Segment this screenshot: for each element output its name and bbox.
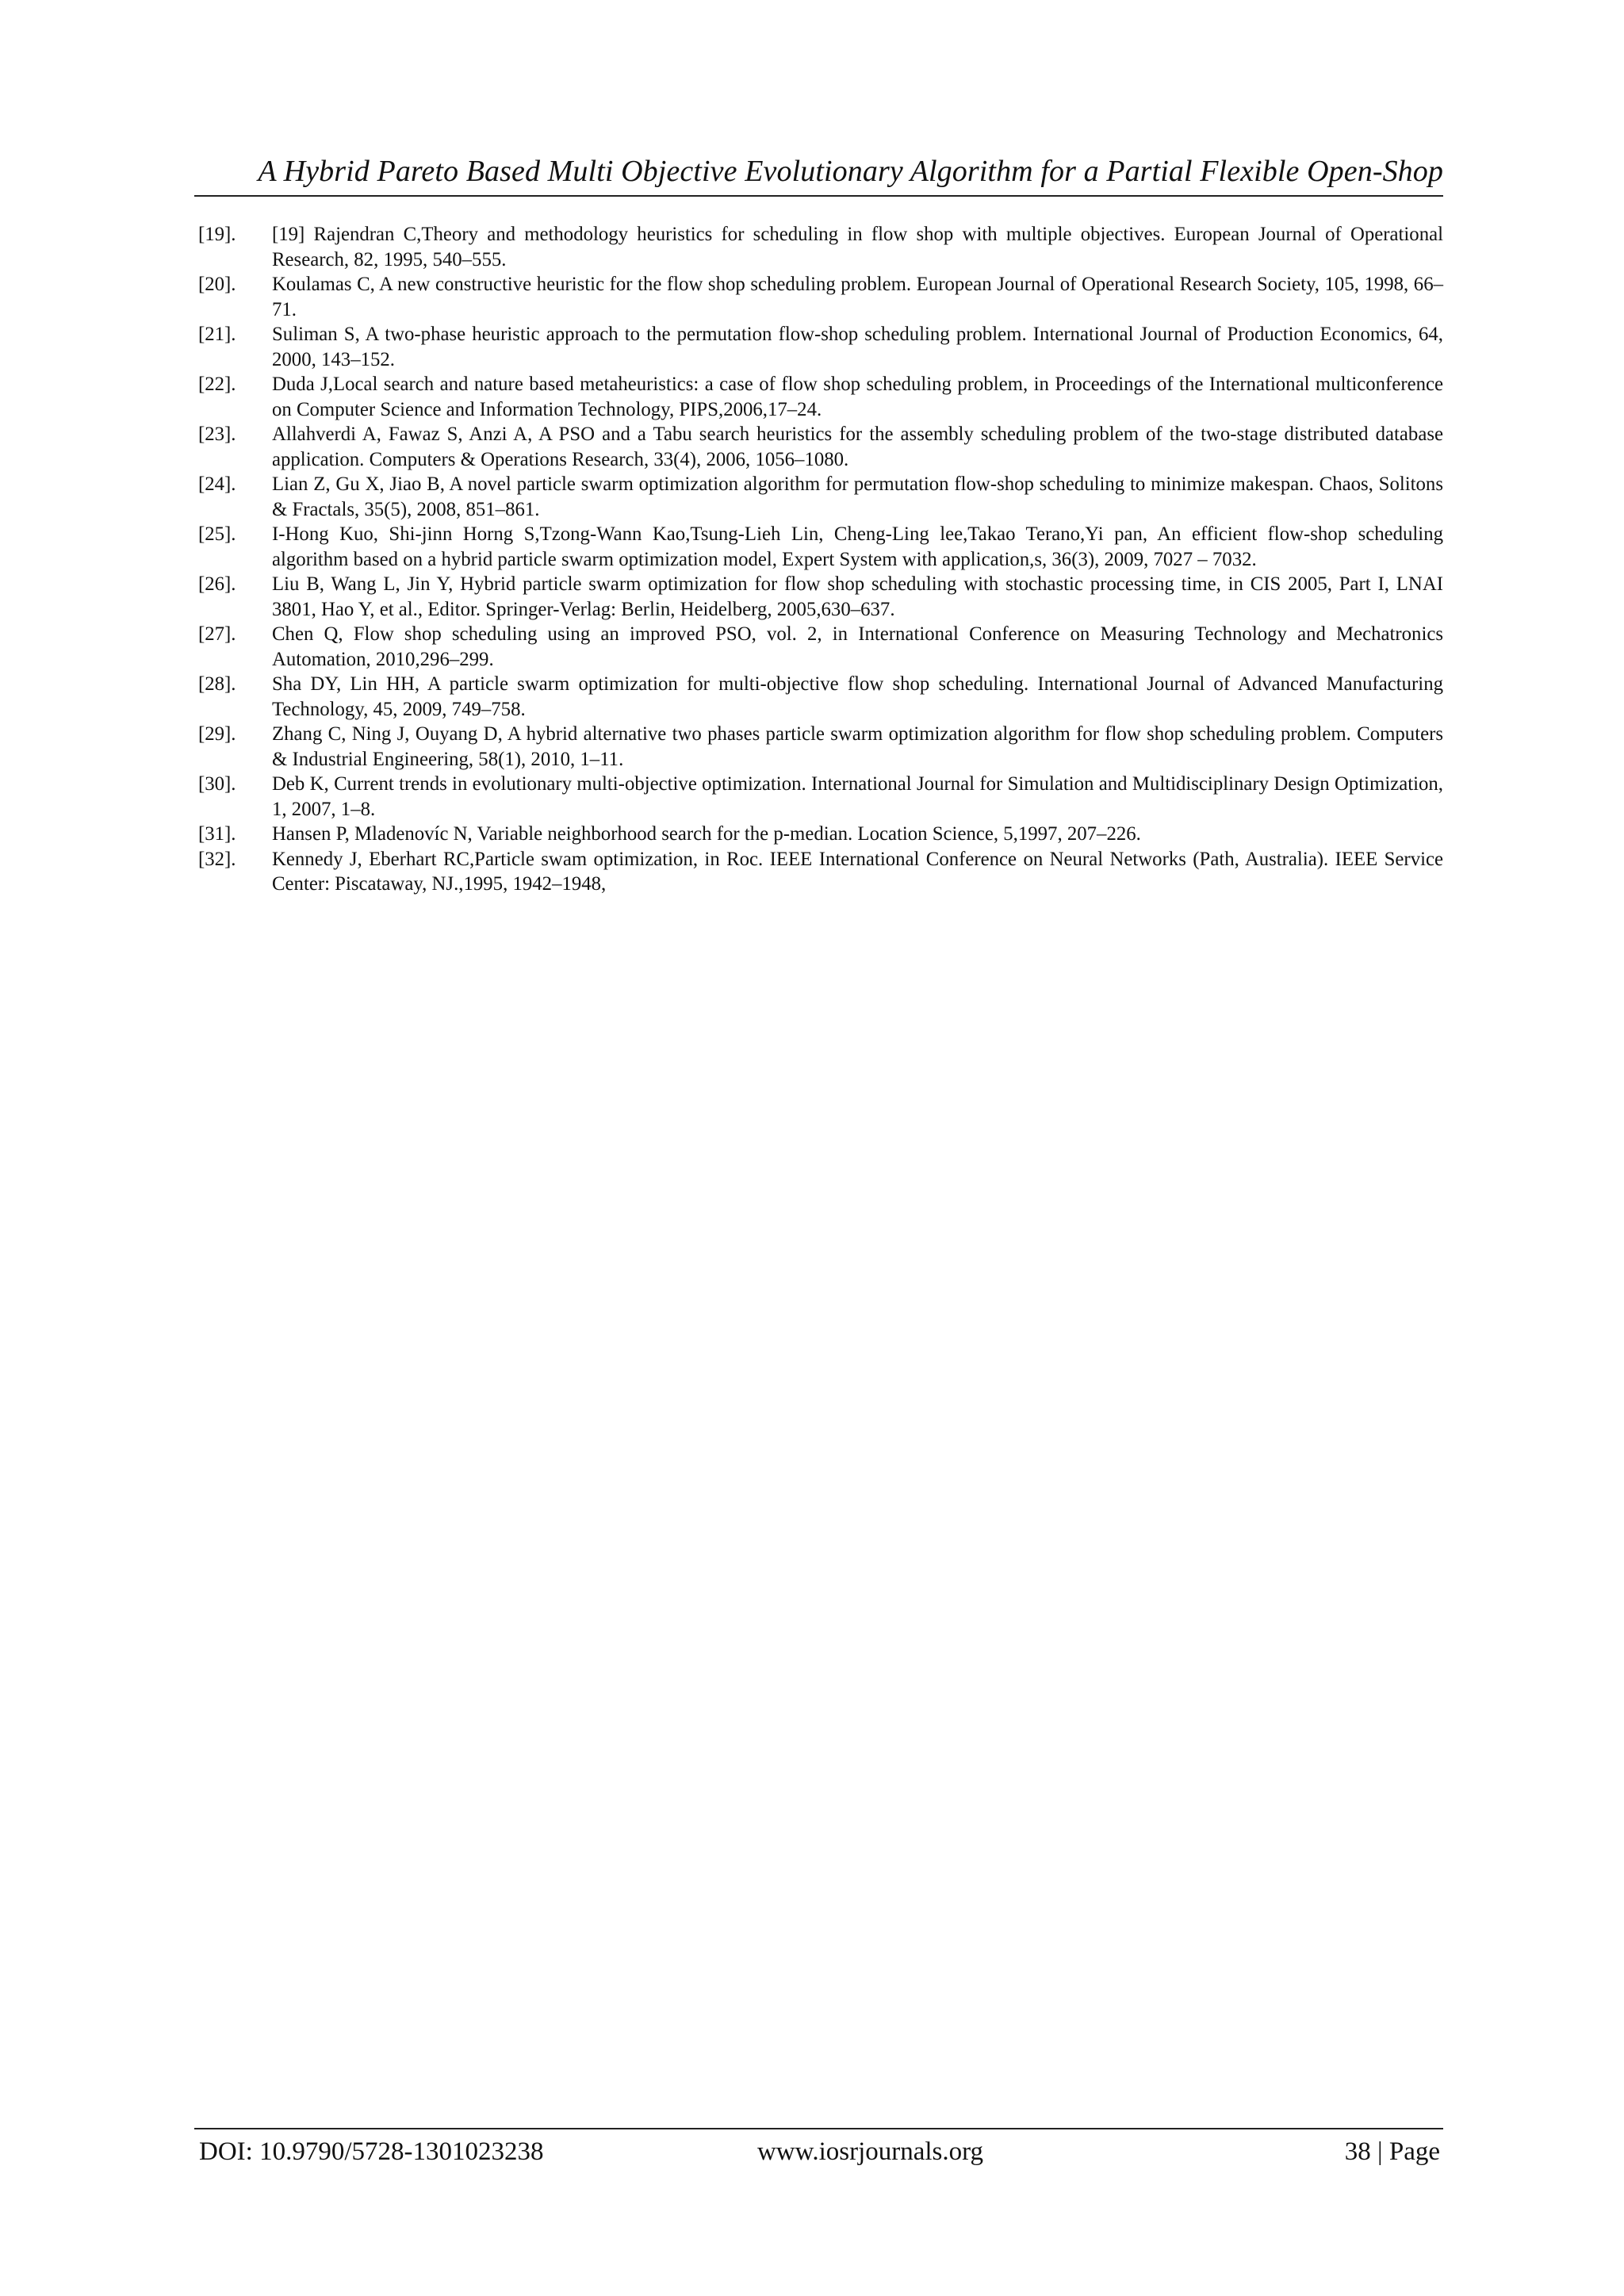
running-header — [194, 152, 1443, 197]
reference-text: Allahverdi A, Fawaz S, Anzi A, A PSO and a Tabu search heuristics for the assembly scheduling problem of the two-stage distributed database application. Computers & Operations Research, 33(4), 2006, 1056–1080. — [272, 424, 1443, 470]
reference-item — [198, 847, 1443, 897]
reference-item — [198, 622, 1443, 672]
reference-number: [27]. — [198, 623, 236, 645]
reference-text: Chen Q, Flow shop scheduling using an improved PSO, vol. 2, in International Conference on Measuring Technology and Mechatronics Automation, 2010,296–299. — [272, 623, 1443, 670]
reference-text: Lian Z, Gu X, Jiao B, A novel particle swarm optimization algorithm for permutation flow-shop scheduling to minimize makespan. Chaos, Solitons & Fractals, 35(5), 2008, 851–861. — [272, 473, 1443, 520]
reference-item — [198, 672, 1443, 722]
reference-text: Deb K, Current trends in evolutionary multi-objective optimization. International Journal for Simulation and Multidisciplinary Design Optimization, 1, 2007, 1–8. — [272, 773, 1443, 820]
reference-item — [198, 572, 1443, 622]
reference-number: [19]. — [198, 224, 236, 245]
reference-item — [198, 222, 1443, 272]
reference-text: I-Hong Kuo, Shi-jinn Horng S,Tzong-Wann Kao,Tsung-Lieh Lin, Cheng-Ling lee,Takao Terano,Yi pan, An efficient flow-shop scheduling algorithm based on a hybrid particle swarm optimization model, Expert System with application,s, 36(3), 2009, 7027 – 7032. — [272, 523, 1443, 570]
reference-number: [25]. — [198, 523, 236, 545]
reference-number: [32]. — [198, 848, 236, 870]
reference-number: [30]. — [198, 773, 236, 795]
reference-text: Suliman S, A two-phase heuristic approach to the permutation flow-shop scheduling problem. International Journal of Production Economics, 64, 2000, 143–152. — [272, 324, 1443, 370]
reference-number: [31]. — [198, 823, 236, 845]
reference-item — [198, 422, 1443, 472]
reference-item — [198, 722, 1443, 772]
page-footer — [194, 2128, 1443, 2174]
reference-item — [198, 822, 1443, 847]
reference-number: [20]. — [198, 274, 236, 295]
reference-list — [198, 222, 1443, 897]
reference-item — [198, 772, 1443, 822]
reference-number: [21]. — [198, 324, 236, 345]
reference-item — [198, 522, 1443, 572]
reference-text: Kennedy J, Eberhart RC,Particle swam optimization, in Roc. IEEE International Conference on Neural Networks (Path, Australia). IEEE Service Center: Piscataway, NJ.,1995, 1942–1948, — [272, 848, 1443, 895]
reference-text: Sha DY, Lin HH, A particle swarm optimization for multi-objective flow shop scheduling. International Journal of Advanced Manufacturing Technology, 45, 2009, 749–758. — [272, 673, 1443, 720]
reference-item — [198, 272, 1443, 322]
reference-number: [28]. — [198, 673, 236, 695]
reference-text: Duda J,Local search and nature based metaheuristics: a case of flow shop scheduling problem, in Proceedings of the International multiconference on Computer Science and Information Technology, PIPS,2006,17–24. — [272, 374, 1443, 420]
reference-item — [198, 372, 1443, 422]
reference-text: [19] Rajendran C,Theory and methodology heuristics for scheduling in flow shop with multiple objectives. European Journal of Operational Research, 82, 1995, 540–555. — [272, 224, 1443, 270]
footer-doi: DOI: 10.9790/5728-1301023238 — [199, 2137, 544, 2166]
footer-website: www.iosrjournals.org — [756, 2137, 984, 2166]
reference-number: [29]. — [198, 723, 236, 745]
reference-item — [198, 472, 1443, 522]
reference-text: Koulamas C, A new constructive heuristic for the flow shop scheduling problem. European Journal of Operational Research Society, 105, 1998, 66–71. — [272, 274, 1443, 320]
reference-text: Liu B, Wang L, Jin Y, Hybrid particle swarm optimization for flow shop scheduling with stochastic processing time, in CIS 2005, Part I, LNAI 3801, Hao Y, et al., Editor. Springer-Verlag: Berlin, Heidelberg, 2005,630–637. — [272, 573, 1443, 620]
reference-number: [22]. — [198, 374, 236, 395]
footer-page-number: 38 | Page — [1344, 2137, 1440, 2166]
reference-text: Hansen P, Mladenovíc N, Variable neighborhood search for the p-median. Location Science, 5,1997, 207–226. — [272, 823, 1141, 845]
reference-text: Zhang C, Ning J, Ouyang D, A hybrid alternative two phases particle swarm optimization algorithm for flow shop scheduling problem. Computers & Industrial Engineering, 58(1), 2010, 1–11. — [272, 723, 1443, 770]
header-title: A Hybrid Pareto Based Multi Objective Evolutionary Algorithm for a Partial Flexible Open-Shop — [258, 155, 1443, 188]
reference-number: [26]. — [198, 573, 236, 595]
reference-number: [23]. — [198, 424, 236, 445]
reference-number: [24]. — [198, 473, 236, 495]
reference-item — [198, 322, 1443, 372]
